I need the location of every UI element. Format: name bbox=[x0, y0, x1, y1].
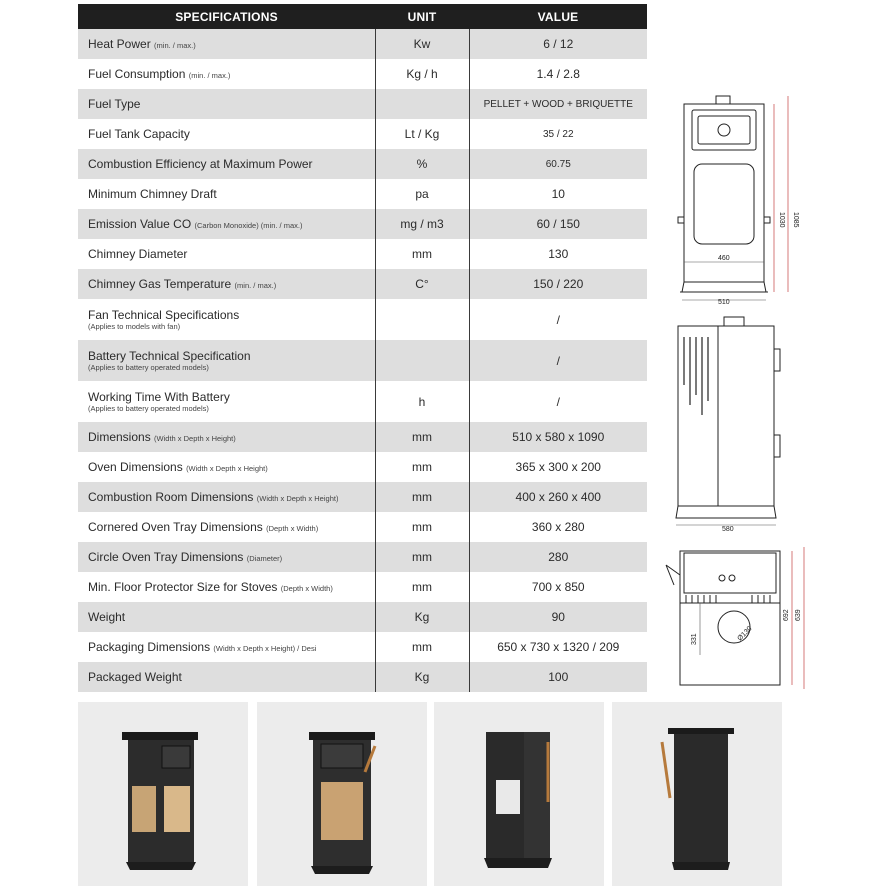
spec-value: 35 / 22 bbox=[469, 119, 647, 149]
spec-value: 510 x 580 x 1090 bbox=[469, 422, 647, 452]
spec-label-cell bbox=[78, 340, 375, 381]
spec-label: Fuel Type bbox=[88, 97, 141, 111]
table-row bbox=[78, 29, 647, 59]
stove-photo-front bbox=[257, 702, 427, 886]
spec-label-cell bbox=[78, 209, 375, 239]
spec-value: 100 bbox=[469, 662, 647, 692]
table-row bbox=[78, 602, 647, 632]
spec-label: Packaged Weight bbox=[88, 670, 182, 684]
spec-label-cell bbox=[78, 381, 375, 422]
table-row bbox=[78, 542, 647, 572]
spec-label-cell bbox=[78, 29, 375, 59]
spec-value: / bbox=[469, 381, 647, 422]
spec-label: Combustion Room Dimensions bbox=[88, 490, 254, 504]
stove-image bbox=[257, 702, 427, 886]
top-depth1-label: 692 bbox=[783, 609, 790, 621]
header-specifications: SPECIFICATIONS bbox=[78, 4, 375, 29]
spec-label-cell bbox=[78, 149, 375, 179]
spec-label: Fuel Tank Capacity bbox=[88, 127, 190, 141]
spec-label: Heat Power bbox=[88, 37, 151, 51]
spec-note: (min. / max.) bbox=[234, 281, 277, 290]
front-height2-label: 1085 bbox=[792, 212, 799, 228]
table-row bbox=[78, 632, 647, 662]
spec-label-cell bbox=[78, 239, 375, 269]
spec-value: 360 x 280 bbox=[469, 512, 647, 542]
table-header-row bbox=[78, 4, 647, 29]
spec-label-cell bbox=[78, 422, 375, 452]
spec-label: Circle Oven Tray Dimensions bbox=[88, 550, 244, 564]
spec-label: Weight bbox=[88, 610, 126, 624]
spec-unit bbox=[375, 89, 469, 119]
front-width-label: 460 bbox=[718, 255, 730, 262]
spec-unit: C° bbox=[375, 269, 469, 299]
stove-image bbox=[612, 702, 782, 886]
spec-unit: mm bbox=[375, 512, 469, 542]
spec-unit bbox=[375, 299, 469, 340]
stove-photo-side-right bbox=[612, 702, 782, 886]
spec-unit bbox=[375, 340, 469, 381]
spec-unit: % bbox=[375, 149, 469, 179]
spec-subnote: (Applies to battery operated models) bbox=[88, 363, 209, 372]
spec-value: 90 bbox=[469, 602, 647, 632]
spec-label-cell bbox=[78, 542, 375, 572]
specifications-table bbox=[78, 4, 647, 692]
spec-value: 150 / 220 bbox=[469, 269, 647, 299]
spec-label: Oven Dimensions bbox=[88, 460, 183, 474]
spec-value: 400 x 260 x 400 bbox=[469, 482, 647, 512]
spec-value: 700 x 850 bbox=[469, 572, 647, 602]
spec-value: 10 bbox=[469, 179, 647, 209]
spec-unit: Kg bbox=[375, 602, 469, 632]
spec-label: Min. Floor Protector Size for Stoves bbox=[88, 580, 278, 594]
spec-unit: mm bbox=[375, 632, 469, 662]
table-row bbox=[78, 512, 647, 542]
spec-unit: Kg bbox=[375, 662, 469, 692]
spec-unit: mm bbox=[375, 572, 469, 602]
spec-note: (min. / max.) bbox=[188, 71, 231, 80]
spec-note: (Diameter) bbox=[246, 554, 283, 563]
spec-subnote: (Applies to models with fan) bbox=[88, 322, 181, 331]
spec-value: 1.4 / 2.8 bbox=[469, 59, 647, 89]
table-row bbox=[78, 452, 647, 482]
spec-label-cell bbox=[78, 482, 375, 512]
table-row bbox=[78, 572, 647, 602]
spec-value: / bbox=[469, 299, 647, 340]
spec-label: Packaging Dimensions bbox=[88, 640, 211, 654]
spec-label-cell bbox=[78, 269, 375, 299]
spec-label-cell bbox=[78, 572, 375, 602]
table-row bbox=[78, 89, 647, 119]
spec-note: (Carbon Monoxide) (min. / max.) bbox=[194, 221, 303, 230]
spec-label: Fuel Consumption bbox=[88, 67, 186, 81]
spec-unit: Kw bbox=[375, 29, 469, 59]
table-row bbox=[78, 299, 647, 340]
table-row bbox=[78, 422, 647, 452]
spec-unit: mm bbox=[375, 482, 469, 512]
spec-label: Cornered Oven Tray Dimensions bbox=[88, 520, 263, 534]
spec-value: 60 / 150 bbox=[469, 209, 647, 239]
front-base-width-label: 510 bbox=[718, 299, 730, 306]
spec-label: Working Time With Battery bbox=[88, 390, 230, 404]
spec-label: Chimney Gas Temperature bbox=[88, 277, 232, 291]
spec-label: Combustion Efficiency at Maximum Power bbox=[88, 157, 313, 171]
spec-label-cell bbox=[78, 89, 375, 119]
side-view-drawing bbox=[668, 315, 808, 535]
front-height1-label: 1030 bbox=[778, 212, 785, 228]
top-depth2-label: 639 bbox=[795, 609, 802, 621]
spec-unit: mm bbox=[375, 452, 469, 482]
spec-value: 60.75 bbox=[469, 149, 647, 179]
spec-unit: h bbox=[375, 381, 469, 422]
spec-note: (Width x Depth x Height) bbox=[154, 434, 236, 443]
spec-label-cell bbox=[78, 662, 375, 692]
top-flue-label: Ø130 bbox=[736, 625, 754, 643]
top-view-drawing bbox=[660, 545, 810, 693]
spec-label: Chimney Diameter bbox=[88, 247, 188, 261]
spec-unit: mm bbox=[375, 422, 469, 452]
spec-unit: Lt / Kg bbox=[375, 119, 469, 149]
spec-label: Fan Technical Specifications bbox=[88, 308, 240, 322]
table-row bbox=[78, 340, 647, 381]
table-row bbox=[78, 482, 647, 512]
table-row bbox=[78, 662, 647, 692]
spec-value: 130 bbox=[469, 239, 647, 269]
table-row bbox=[78, 239, 647, 269]
spec-unit: mm bbox=[375, 542, 469, 572]
spec-label-cell bbox=[78, 299, 375, 340]
spec-value: 280 bbox=[469, 542, 647, 572]
spec-unit: mg / m3 bbox=[375, 209, 469, 239]
spec-label-cell bbox=[78, 59, 375, 89]
table-row bbox=[78, 381, 647, 422]
spec-label-cell bbox=[78, 512, 375, 542]
table-row bbox=[78, 119, 647, 149]
table-row bbox=[78, 179, 647, 209]
front-view-drawing bbox=[668, 92, 808, 307]
spec-value: 6 / 12 bbox=[469, 29, 647, 59]
spec-note: (Depth x Width) bbox=[266, 524, 319, 533]
top-offset-label: 331 bbox=[691, 633, 698, 645]
spec-unit: pa bbox=[375, 179, 469, 209]
spec-label: Battery Technical Specification bbox=[88, 349, 251, 363]
stove-image bbox=[78, 702, 248, 886]
spec-value: PELLET + WOOD + BRIQUETTE bbox=[469, 89, 647, 119]
spec-label-cell bbox=[78, 452, 375, 482]
spec-label: Emission Value CO bbox=[88, 217, 192, 231]
spec-value: 650 x 730 x 1320 / 209 bbox=[469, 632, 647, 662]
side-depth-label: 580 bbox=[722, 526, 734, 533]
stove-photo-side-left bbox=[434, 702, 604, 886]
spec-label-cell bbox=[78, 632, 375, 662]
spec-label: Minimum Chimney Draft bbox=[88, 187, 217, 201]
spec-note: (Depth x Width) bbox=[280, 584, 333, 593]
spec-label: Dimensions bbox=[88, 430, 151, 444]
spec-value: 365 x 300 x 200 bbox=[469, 452, 647, 482]
spec-unit: mm bbox=[375, 239, 469, 269]
spec-subnote: (Applies to battery operated models) bbox=[88, 404, 209, 413]
spec-label-cell bbox=[78, 179, 375, 209]
header-unit: UNIT bbox=[375, 4, 469, 29]
table-row bbox=[78, 149, 647, 179]
spec-label-cell bbox=[78, 602, 375, 632]
spec-unit: Kg / h bbox=[375, 59, 469, 89]
spec-note: (Width x Depth x Height) bbox=[256, 494, 339, 503]
table-row bbox=[78, 59, 647, 89]
spec-value: / bbox=[469, 340, 647, 381]
spec-note: (min. / max.) bbox=[154, 41, 196, 50]
spec-note: (Width x Depth x Height) bbox=[186, 464, 268, 473]
header-value: VALUE bbox=[469, 4, 647, 29]
spec-label-cell bbox=[78, 119, 375, 149]
table-row bbox=[78, 269, 647, 299]
spec-note: (Width x Depth x Height) / Desi bbox=[213, 644, 317, 653]
stove-photo-front-angle bbox=[78, 702, 248, 886]
table-row bbox=[78, 209, 647, 239]
stove-image bbox=[434, 702, 604, 886]
